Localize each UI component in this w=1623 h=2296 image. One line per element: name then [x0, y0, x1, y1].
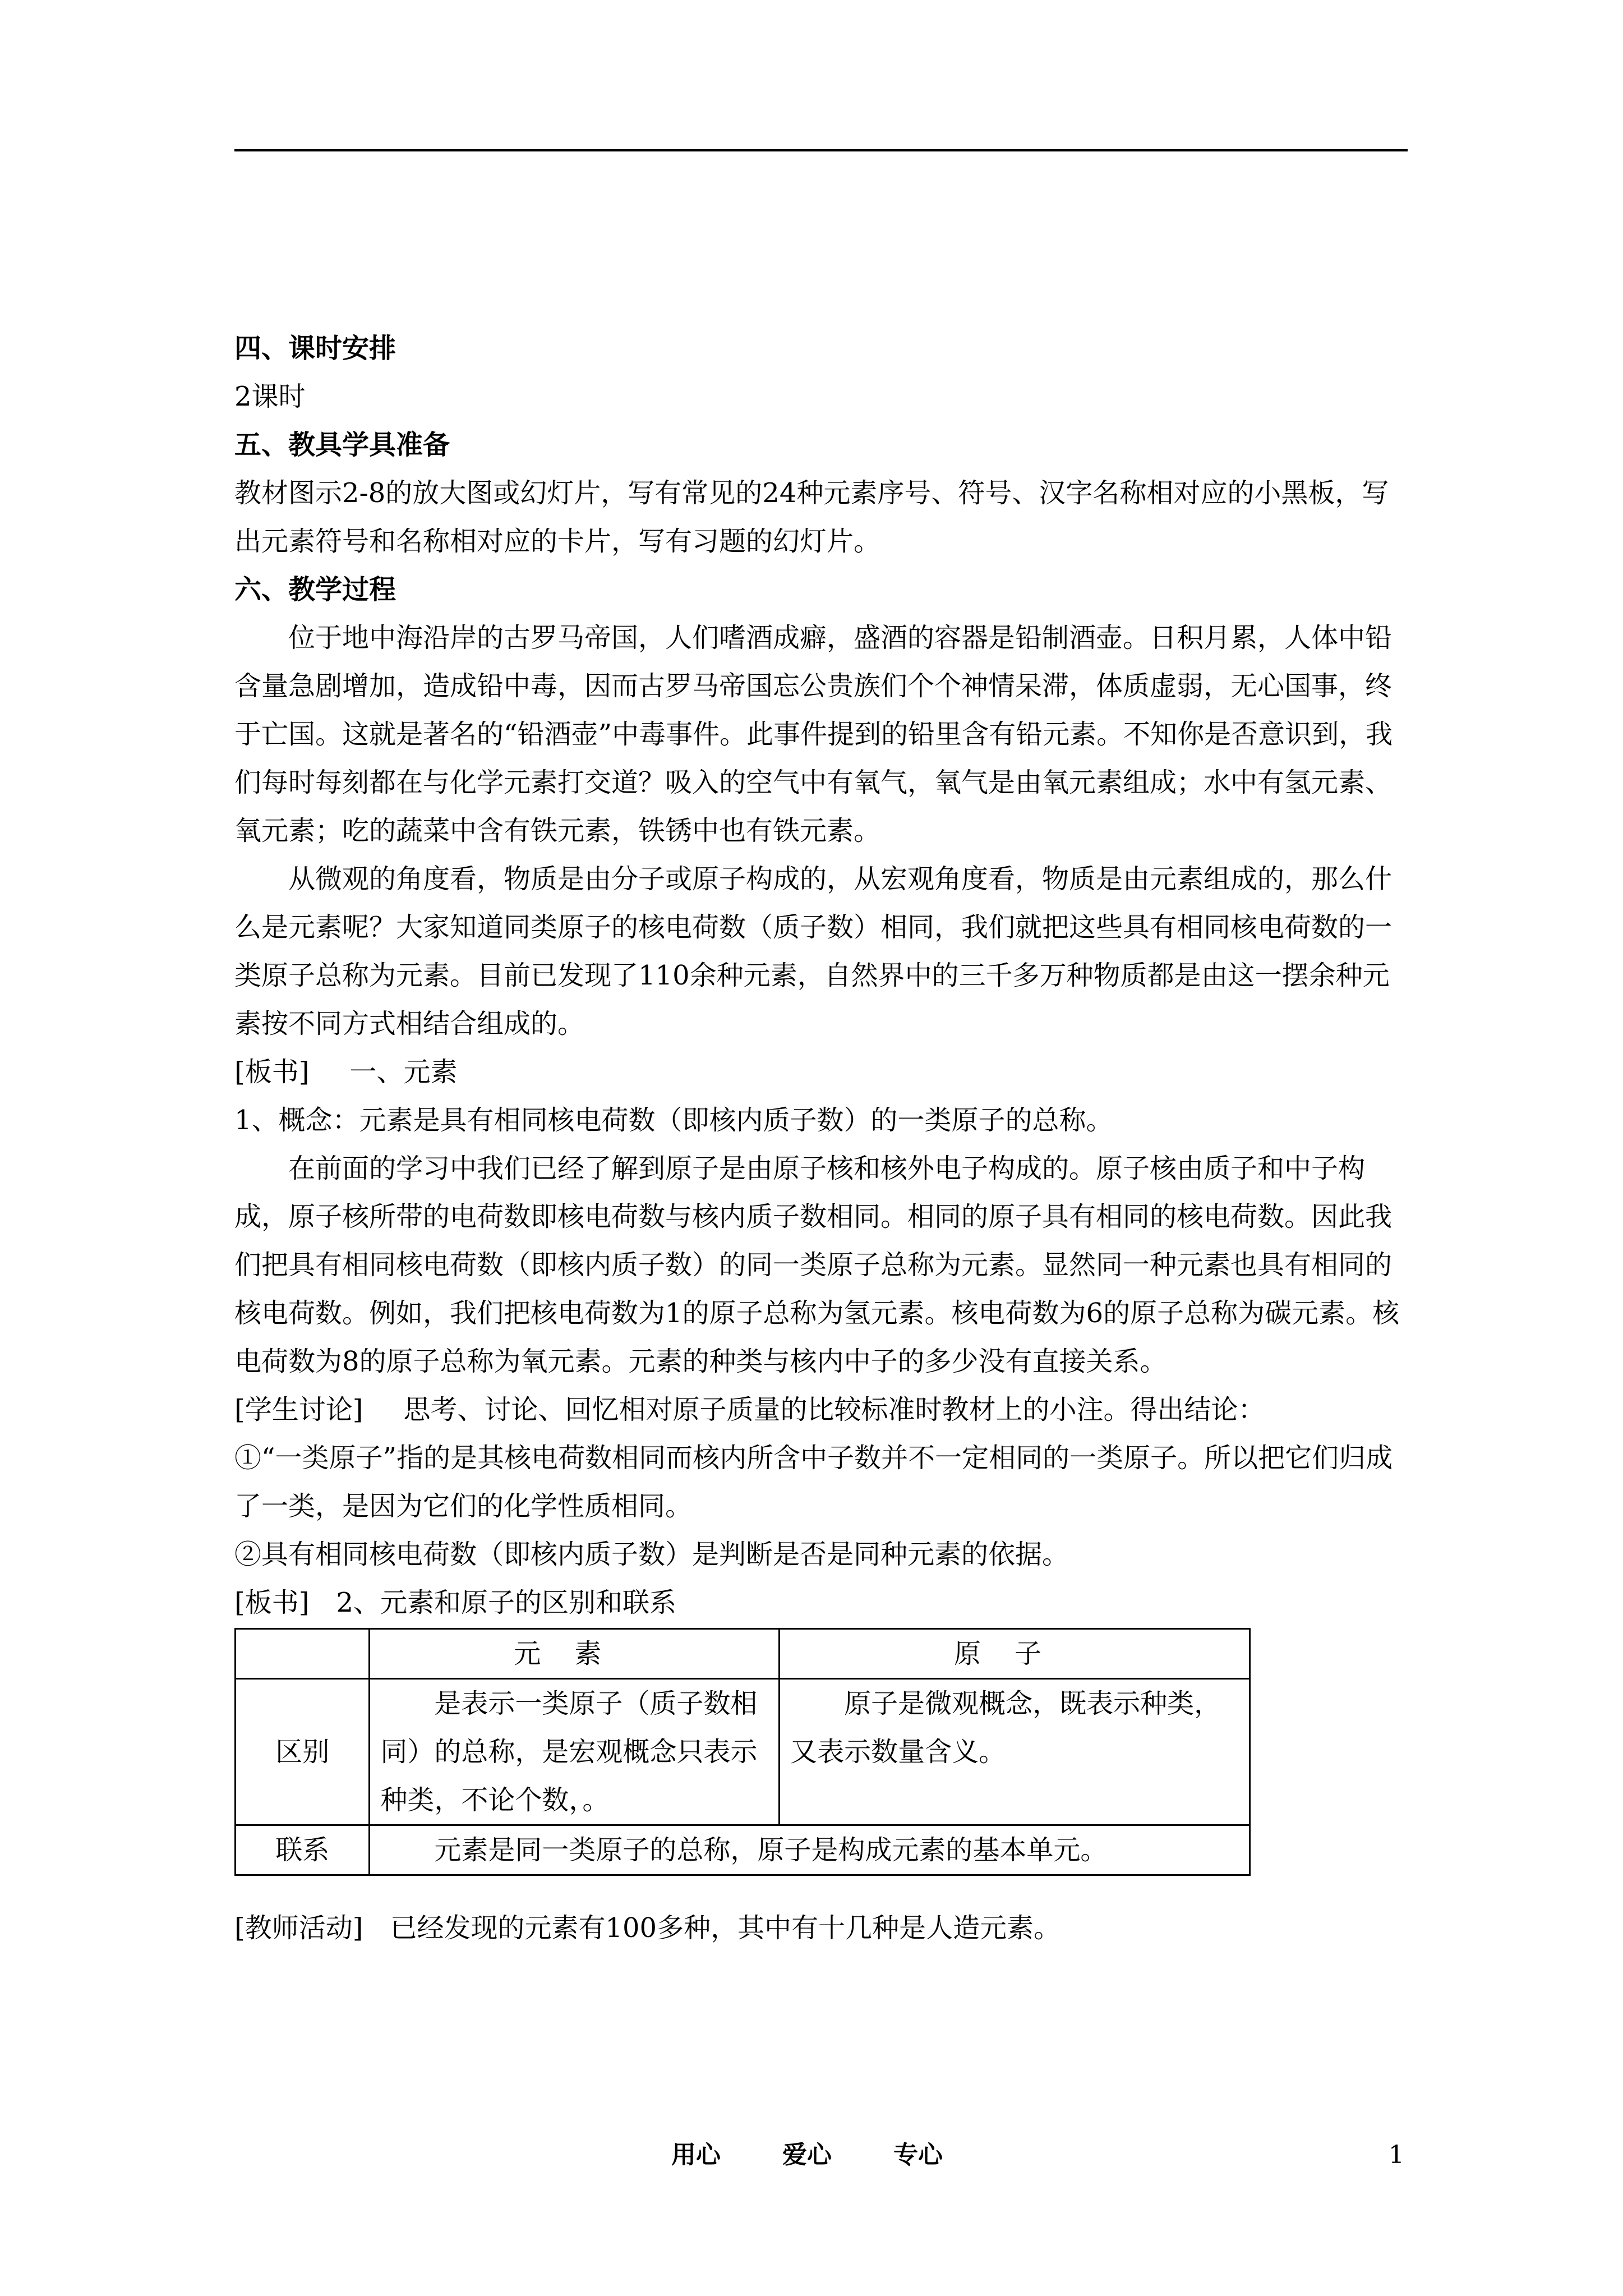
table-row [236, 1825, 1250, 1875]
motto-word: 用心 [671, 2141, 721, 2169]
board-tag: [板书] [234, 1587, 310, 1618]
board-note-1 [234, 1048, 1408, 1096]
teacher-text: 已经发现的元素有100多种，其中有十几种是人造元素。 [390, 1912, 1061, 1944]
paragraph-element-intro: 从微观的角度看，物质是由分子或原子构成的，从宏观角度看，物质是由元素组成的，那么什么是元素呢？大家知道同类原子的核电荷数（质子数）相同，我们就把这些具有相同核电荷数的一类原子总称为元素。目前已发现了110余种元素，自然界中的三千多万种物质都是由这一摆余种元素按不同方式相结合组成的。 [234, 863, 1393, 1039]
paragraph-lead-story: 位于地中海沿岸的古罗马帝国，人们嗜酒成癖，盛酒的容器是铅制酒壶。日积月累，人体中铅含量急剧增加，造成铅中毒，因而古罗马帝国忘公贵族们个个神情呆滞，体质虚弱，无心国事，终于亡国。这就是著名的“铅酒壶”中毒事件。此事件提到的铅里含有铅元素。不知你是否意识到，我们每时每刻都在与化学元素打交道？吸入的空气中有氧气，氧气是由氧元素组成；水中有氢元素、氧元素；吃的蔬菜中含有铁元素，铁锈中也有铁元素。 [234, 622, 1393, 846]
board-text: 一、元素 [349, 1056, 458, 1088]
board-note-2 [234, 1579, 1408, 1627]
section-heading-schedule: 四、课时安排 [234, 333, 396, 364]
table-row [236, 1679, 1250, 1825]
footer-motto [671, 2138, 1004, 2172]
discussion-note [234, 1386, 1408, 1434]
teacher-activity-note [234, 1904, 1408, 1952]
board-tag: [板书] [234, 1056, 310, 1088]
page-number: 1 [1389, 2141, 1404, 2169]
conclusion-2: ②具有相同核电荷数（即核内质子数）是判断是否是同种元素的依据。 [234, 1539, 1069, 1570]
document-body [234, 324, 1408, 1952]
concept-definition: 1、概念：元素是具有相同核电荷数（即核内质子数）的一类原子的总称。 [234, 1105, 1113, 1136]
table-row-label-difference: 区别 [236, 1679, 370, 1825]
motto-word: 爱心 [782, 2141, 832, 2169]
header-rule [234, 149, 1408, 151]
table-row-label-relation: 联系 [236, 1825, 370, 1875]
table-row [236, 1629, 1250, 1679]
paragraph-atom-structure: 在前面的学习中我们已经了解到原子是由原子核和核外电子构成的。原子核由质子和中子构成，原子核所带的电荷数即核电荷数与核内质子数相同。相同的原子具有相同的核电荷数。因此我们把具有相同核电荷数（即核内质子数）的同一类原子总称为元素。显然同一种元素也具有相同的核电荷数。例如，我们把核电荷数为1的原子总称为氢元素。核电荷数为6的原子总称为碳元素。核电荷数为8的原子总称为氧元素。元素的种类与核内中子的多少没有直接关系。 [234, 1153, 1400, 1377]
teacher-tag: [教师活动] [234, 1912, 363, 1944]
table-header-element: 元素 [370, 1629, 780, 1679]
comparison-table [234, 1628, 1251, 1876]
materials-text: 教材图示2-8的放大图或幻灯片，写有常见的24种元素序号、符号、汉字名称相对应的小黑板，写出元素符号和名称相对应的卡片，写有习题的幻灯片。 [234, 477, 1389, 557]
conclusion-1: ①“一类原子”指的是其核电荷数相同而核内所含中子数并不一定相同的一类原子。所以把它们归成了一类，是因为它们的化学性质相同。 [234, 1442, 1393, 1522]
discussion-tag: [学生讨论] [234, 1394, 363, 1425]
discussion-text: 思考、讨论、回忆相对原子质量的比较标准时教材上的小注。得出结论： [403, 1394, 1265, 1425]
section-heading-process: 六、教学过程 [234, 574, 396, 605]
table-cell-empty [236, 1629, 370, 1679]
motto-word: 专心 [893, 2141, 943, 2169]
section-heading-materials: 五、教具学具准备 [234, 429, 450, 461]
table-cell-relation: 元素是同一类原子的总称，原子是构成元素的基本单元。 [370, 1825, 1250, 1875]
table-header-atom: 原子 [780, 1629, 1250, 1679]
table-cell-element-difference: 是表示一类原子（质子数相同）的总称，是宏观概念只表示种类，不论个数，。 [370, 1679, 780, 1825]
schedule-text: 2课时 [234, 381, 306, 412]
table-cell-atom-difference: 原子是微观概念，既表示种类，又表示数量含义。 [780, 1679, 1250, 1825]
board-text: 2、元素和原子的区别和联系 [336, 1587, 677, 1618]
